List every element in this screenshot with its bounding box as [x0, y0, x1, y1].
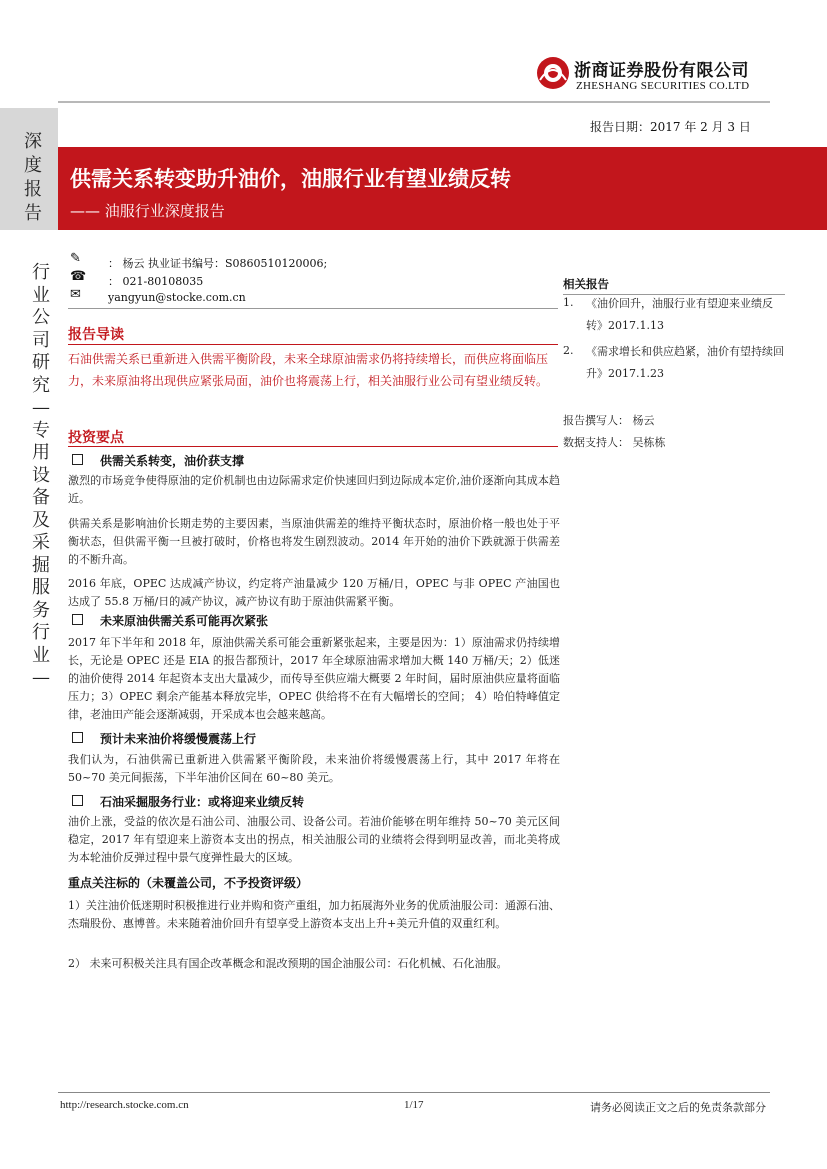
company-name-en: ZHESHANG SECURITIES CO.LTD: [576, 80, 750, 92]
page-number: 1/17: [404, 1099, 424, 1111]
report-title: 供需关系转变助升油价，油服行业有望业绩反转: [70, 167, 511, 191]
company-name-cn: 浙商证券股份有限公司: [574, 61, 749, 81]
key-point-paragraph: 供需关系是影响油价长期走势的主要因素，当原油供需差的维持平衡状态时，原油价格一般也处于平衡状态，但供需平衡一旦被打破时，价格也将发生剧烈波动。2014 年开始的油价下跌就源于供需差的不断升高。: [68, 517, 560, 566]
key-stocks-paragraph: 2） 未来可积极关注具有国企改革概念和混改预期的国企油服公司：石化机械、石化油服。: [68, 957, 508, 970]
key-stocks-title: 重点关注标的（未覆盖公司，不予投资评级）: [68, 876, 309, 890]
footer-disclaimer: 请务必阅读正文之后的免责条款部分: [590, 1101, 766, 1114]
checkbox-bullet-icon: [72, 614, 83, 625]
checkbox-bullet-icon: [72, 454, 83, 465]
related-report-number: 2.: [563, 344, 574, 357]
footer-divider: [58, 1092, 770, 1093]
guide-section-title: 报告导读: [68, 327, 124, 343]
report-date: 报告日期：2017 年 2 月 3 日: [590, 120, 751, 134]
key-stocks-paragraph: 1）关注油价低迷期时积极推进行业并购和资产重组，加力拓展海外业务的优质油服公司：通源石油、杰瑞股份、惠博普。未来随着油价回升有望享受上游资本支出上升+美元升值的双重红利。: [68, 899, 560, 930]
guide-body: 石油供需关系已重新进入供需平衡阶段，未来全球原油需求仍将持续增长，而供应将面临压力，未来原油将出现供应紧张局面，油价也将震荡上行，相关油服行业公司有望业绩反转。: [68, 352, 549, 388]
key-point-heading: 石油采掘服务行业：或将迎来业绩反转: [100, 795, 305, 809]
mail-icon: ✉: [70, 287, 81, 302]
company-logo-icon: [536, 56, 570, 90]
key-point-paragraph: 我们认为，石油供需已重新进入供需紧平衡阶段，未来油价将缓慢震荡上行，其中 2017 年将在 50~70 美元间振荡，下半年油价区间在 60~80 美元。: [68, 753, 560, 784]
footer-url-link[interactable]: http://research.stocke.com.cn: [60, 1099, 189, 1111]
related-report-number: 1.: [563, 296, 574, 309]
analyst-email[interactable]: yangyun@stocke.com.cn: [108, 291, 246, 304]
guide-divider: [68, 344, 558, 345]
pen-icon: ✎: [70, 251, 81, 266]
key-point-paragraph: 2017 年下半年和 2018 年，原油供需关系可能会重新紧张起来，主要是因为：1）原油需求仍持续增长，无论是 OPEC 还是 EIA 的报告都预计，2017 年全球原油需求增加大概 140 万桶/天；2）低迷的油价使得 2014 年起资本支出大量减少，而传导至供应端大概要 2 年时间，届时原油供应量将面临压力；3）OPEC 剩余产能基本释放完毕，OPEC 供给将不在有大幅增长的空间； 4）哈伯特峰值定律，老油田产能会逐渐减弱，开采成本也会越来越高。: [68, 636, 560, 721]
report-writer: 报告撰写人： 杨云: [563, 414, 655, 427]
key-point-paragraph: 激烈的市场竞争使得原油的定价机制也由边际需求定价快速回归到边际成本定价,油价逐渐向其成本趋近。: [68, 474, 560, 505]
related-report-item[interactable]: 《油价回升，油服行业有望迎来业绩反转》2017.1.13: [586, 297, 773, 332]
key-point-paragraph: 2016 年底，OPEC 达成减产协议，约定将产油量减少 120 万桶/日，OPEC 与非 OPEC 产油国也达成了 55.8 万桶/日的减产协议，减产协议有助于原油供需紧平衡。: [68, 577, 560, 608]
phone-icon: ☎: [70, 269, 87, 284]
key-point-heading: 预计未来油价将缓慢震荡上行: [100, 732, 257, 746]
checkbox-bullet-icon: [72, 795, 83, 806]
key-point-paragraph: 油价上涨，受益的依次是石油公司、油服公司、设备公司。若油价能够在明年维持 50~70 美元区间稳定，2017 年有望迎来上游资本支出的拐点，相关油服公司的业绩将会得到明显改善，而北美将成为本轮油价反弹过程中景气度弹性最大的区域。: [68, 815, 560, 864]
key-point-heading: 供需关系转变，油价获支撑: [100, 454, 245, 468]
checkbox-bullet-icon: [72, 732, 83, 743]
analyst-name-license: ： 杨云 执业证书编号：S0860510120006;: [108, 257, 328, 270]
contact-divider: [68, 308, 558, 309]
related-report-item[interactable]: 《需求增长和供应趋紧，油价有望持续回升》2017.1.23: [586, 345, 784, 380]
report-type-label: 深度报告: [24, 131, 42, 224]
key-point-heading: 未来原油供需关系可能再次紧张: [100, 614, 269, 628]
data-supporter: 数据支持人： 吴栋栋: [563, 436, 666, 449]
related-reports-title: 相关报告: [563, 277, 609, 291]
analyst-phone: ： 021-80108035: [108, 275, 204, 288]
report-subtitle: —— 油服行业深度报告: [70, 202, 225, 220]
key-points-divider: [68, 446, 558, 447]
key-points-title: 投资要点: [68, 430, 124, 446]
industry-classification: 行业公司研究—专用设备及采掘服务行业—: [32, 262, 50, 688]
header-divider: [58, 101, 770, 103]
